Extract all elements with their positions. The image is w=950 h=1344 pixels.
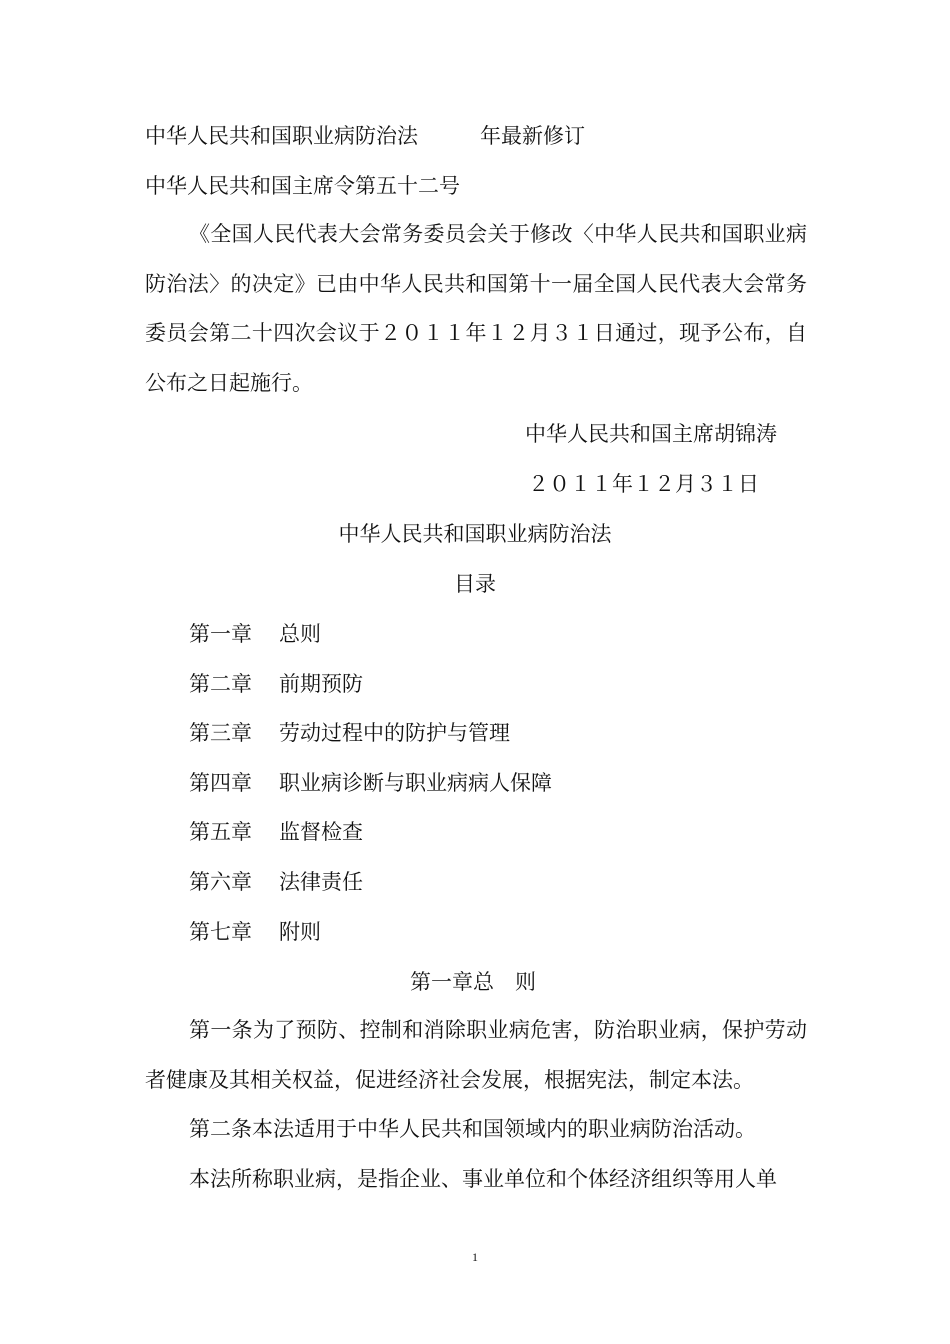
- decree-date: ２０１１年１２月３１日: [528, 472, 759, 496]
- toc-item: 第四章 职业病诊断与职业病病人保障: [189, 771, 552, 795]
- order-number: 中华人民共和国主席令第五十二号: [145, 174, 460, 198]
- chapter-heading: 第一章总 则: [410, 970, 536, 994]
- article-2: 第二条本法适用于中华人民共和国领域内的职业病防治活动。: [189, 1117, 756, 1141]
- page-number: 1: [472, 1250, 478, 1264]
- document-title: [145, 123, 585, 149]
- title-left: 中华人民共和国职业病防治法: [145, 124, 418, 148]
- toc-title: 目录: [454, 572, 496, 596]
- decree-paragraph: 《全国人民代表大会常务委员会关于修改〈中华人民共和国职业病防治法〉的决定》已由中华人民共和国第十一届全国人民代表大会常务委员会第二十四次会议于２０１１年１２月３１日通过，现予公布，自公布之日起施行。: [145, 222, 807, 395]
- toc-item: 第一章 总则: [189, 622, 321, 646]
- title-right: 年最新修订: [480, 124, 585, 148]
- toc-item: 第五章 监督检查: [189, 820, 363, 844]
- law-title: 中华人民共和国职业病防治法: [338, 522, 612, 546]
- toc-item: 第七章 附则: [189, 920, 321, 944]
- toc-item: 第二章 前期预防: [189, 672, 363, 696]
- toc-item: 第三章 劳动过程中的防护与管理: [189, 721, 510, 745]
- article-1: 第一条为了预防、控制和消除职业病危害，防治职业病，保护劳动者健康及其相关权益，促进经济社会发展，根据宪法，制定本法。: [145, 1018, 807, 1092]
- toc-item: 第六章 法律责任: [189, 870, 363, 894]
- article-2-paragraph-2: 本法所称职业病，是指企业、事业单位和个体经济组织等用人单: [189, 1167, 777, 1191]
- signature: 中华人民共和国主席胡锦涛: [525, 422, 777, 446]
